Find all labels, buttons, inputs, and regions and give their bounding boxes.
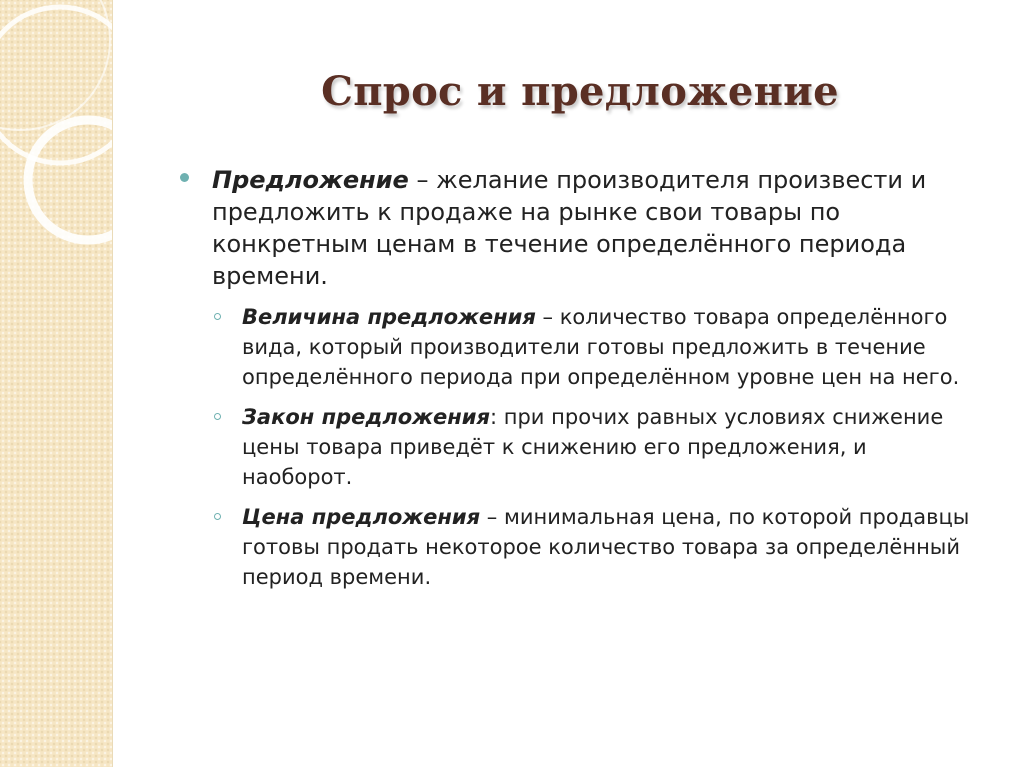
sub-definition: – количество товара определённого вида, который производители готовы предложить в течение определённого периода при определённом уровне цен на него. — [242, 305, 960, 389]
filled-circle-bullet-icon — [180, 173, 189, 182]
hollow-circle-bullet-icon — [214, 313, 221, 320]
hollow-circle-bullet-icon — [214, 413, 221, 420]
sub-bullet-item-quantity — [180, 302, 980, 392]
sub-definition: – минимальная цена, по которой продавцы готовы продать некоторое количество товара за определённый период времени. — [242, 505, 970, 589]
sub-term: Цена предложения — [242, 505, 481, 529]
slide-content — [180, 164, 980, 602]
main-bullet-item — [180, 164, 980, 292]
sub-bullet-item-law — [180, 402, 980, 492]
decorative-circles-icon — [0, 0, 112, 767]
main-term: Предложение — [212, 166, 409, 194]
hollow-circle-bullet-icon — [214, 513, 221, 520]
sub-definition: : при прочих равных условиях снижение цены товара приведёт к снижению его предложения, и наоборот. — [242, 405, 944, 489]
decorative-side-panel — [0, 0, 113, 767]
sub-bullet-item-price — [180, 502, 980, 592]
sub-term: Закон предложения — [242, 405, 490, 429]
sub-term: Величина предложения — [242, 305, 536, 329]
slide-title: Спрос и предложение — [321, 68, 839, 115]
main-definition: – желание производителя произвести и предложить к продаже на рынке свои товары по конкретным ценам в течение определённого периода времени. — [212, 166, 927, 290]
